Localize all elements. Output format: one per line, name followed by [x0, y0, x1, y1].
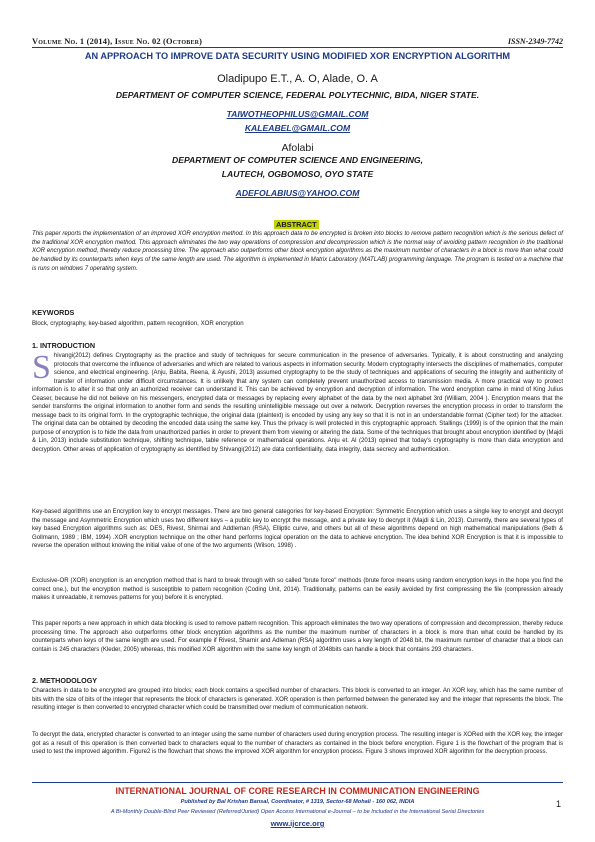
header-divider — [32, 47, 563, 48]
paper-title: AN APPROACH TO IMPROVE DATA SECURITY USING MODIFIED XOR ENCRYPTION ALGORITHM — [84, 51, 511, 61]
affiliation-2-line-2: LAUTECH, OGBOMOSO, OYO STATE — [221, 169, 374, 179]
abstract-text: This paper reports the implementation of an improved XOR encryption method. In this approach data to be encrypted is broken into blocks to remove pattern recognition which is the serious defect of the traditional XOR encryption method. This approach eliminates the two way operations of compression and decompression which is the normal way of avoiding pattern recognition in the traditional XOR encryption method, thereby reduce processing time. The approach also outperforms other block encryption algorithms as the maximum number of characters in a block is more than what could be handled by its counterparts when keys of the same length are used. The algorithm is implemented in Matrix Laboratory (MATLAB) programming language. The program is tested on a machine that is runs on windows 7 operating system. — [32, 231, 563, 272]
website-link[interactable]: www.ijcrce.org — [270, 819, 325, 828]
abstract-heading: ABSTRACT — [276, 220, 317, 229]
author-2: Afolabi — [281, 142, 314, 154]
affiliation-1: DEPARTMENT OF COMPUTER SCIENCE, FEDERAL POLYTECHNIC, BIDA, NIGER STATE. — [115, 90, 480, 100]
issn-label: ISSN-2349-7742 — [507, 37, 563, 46]
page-number: 1 — [555, 799, 561, 809]
journal-description: A Bi-Monthly Double-Blind Peer Reviewed (Referred/Juried) Open Access International e-Journal – to be Included in the International Serial Directories — [110, 809, 485, 815]
keywords-text: Block, cryptography, key-based algorithm, pattern recognition, XOR encryption — [32, 320, 244, 327]
section-introduction-heading: 1. INTRODUCTION — [32, 341, 96, 350]
email-link-3[interactable] — [0, 183, 595, 201]
journal-name: INTERNATIONAL JOURNAL OF CORE RESEARCH IN COMMUNICATION ENGINEERING — [115, 786, 480, 796]
section-methodology-heading: 2. METHODOLOGY — [32, 676, 98, 685]
drop-cap: S — [32, 349, 51, 386]
journal-issue-header: Volume No. 1 (2014), Issue No. 02 (October) — [32, 37, 203, 46]
publisher-line: Published by Bal Krishan Bansal, Coordinator, # 1319, Sector-68 Mohali - 160 062, INDIA — [180, 799, 415, 805]
author-list: Oladipupo E.T., A. O, Alade, O. A — [217, 73, 378, 85]
email-1[interactable]: TAIWOTHEOPHILUS@GMAIL.COM — [226, 109, 369, 119]
methodology-paragraph-1: Characters in data to be encrypted are grouped into blocks; each block contains a specified number of characters. This block is converted to an integer. An XOR key, which has the same number of bits with the size of bits of the integer that represents the block of characters is generated. XOR operation is then performed between the generated key and the integer that represents the block. The resulting integer is then converted to encrypted character which could be transmitted over medium of communication network. — [32, 688, 563, 712]
intro-paragraph-2: Key-based algorithms use an Encryption key to encrypt messages. There are two general categories for key-based Encryption: Symmetric Encryption which uses a single key to encrypt and decrypt the message and Asymmetric Encryption which uses two different keys – a public key to encrypt the message, and a private key to decrypt it (Majdi & Lin, 2013). Currently, there are several types of key based Encryption algorithms such as: DES, Rivest, Shirmai and Addleman (RSA), Elliptic curve, and others but all of these algorithms depend on high mathematical manipulations (Beth & Gollmann, 1989 ; IBM, 1994) .XOR encryption technique on the other hand performs logical operation on the data to achieve encryption. The idea behind XOR Encryption is that it is impossible to reverse the operation without knowing the initial value of one of the two arguments (Wilson, 1998) . — [32, 509, 563, 550]
methodology-paragraph-2: To decrypt the data, encrypted character is converted to an integer using the same number of characters used during encryption process. The resulting integer is XORed with the XOR key, the integer got as a result of this operation is then converted back to characters equal to the number of characters as contained in the block before encryption. Figure 1 is the flowchart of the program that is used to test the improved algorithm. Figure2 is the flowchart that shows the improved XOR algorithm for encryption process. Figure 3 shows improved XOR algorithm for the decryption process. — [32, 732, 563, 756]
affiliation-2-line-1: DEPARTMENT OF COMPUTER SCIENCE AND ENGINEERING, — [172, 155, 423, 165]
intro-paragraph-1-text: hivangi(2012) defines Cryptography as the practice and study of techniques for secure communication in the presence of adversaries. Typically, it is about constructing and analyzing protocols that overcome the influence of adversaries and which are related to various aspects in information security. Modern cryptography intersects the disciplines of mathematics, computer science, and electrical engineering. (Anju, Babita, Reena, & Ayushi, 2013) assumed cryptography to be the study of techniques and applications of securing the integrity and authenticity of transfer of information under difficult circumstances. It is unlikely that any system can completely prevent unauthorized access to transmission media. A more practical way to protect information is to alter it so that only an authorized receiver can understand it. This can be achieved by encryption and decryption of information. The word encryption came in mind of King Julius Ceaser, because he did not believe on his messengers, encrypted data or messages by replacing every alphabet of the data by the next alphabet 3rd (William, 2004 ). Encryption means that the sender transforms the original information to another form and sends the resulting unintelligible message out over a network. Decryption reverses the encryption process in order to transform the message back to its original form. In the cryptographic technique, the original data (plaintext) is encoded by using any key so that it is not in an understandable format (Cipher text) for the attacker. The original data can be obtained by decoding the encoded data using the same key. Thus the privacy is well protected in this cryptographic approach. Stallings (1999) is of the opinion that the main purpose of encryption is to hide the data from unauthorized parties in order to prevent them from viewing or altering the data. Some of the techniques that brought about encryption identified by (Majdi & Lin, 2013) include substitution technique, shifting technique, table reference or mathematical operations. Anju et. Al (2013) opined that today's cryptography is more than data encryption and decryption. Other areas of application of cryptography as identified by Shivangi(2012) are data confidentiality, data integrity, data secrecy and authentication. — [32, 353, 564, 454]
keywords-heading: KEYWORDS — [32, 308, 75, 317]
footer-divider — [32, 782, 563, 783]
intro-paragraph-3: Exclusive-OR (XOR) encryption is an encryption method that is hard to break through with so called "brute force" methods (brute force means using random encryption keys in the hope you find the correct one.), but the encryption method is susceptible to pattern recognition (Coding Unit, 2014). Traditionally, patterns can be easily avoided by first compressing the file (compression already makes it unreadable, it removes patterns for you) before it is encrypted. — [32, 578, 563, 602]
email-3[interactable]: ADEFOLABIUS@YAHOO.COM — [235, 188, 360, 198]
intro-paragraph-1 — [32, 349, 564, 455]
intro-paragraph-4: This paper reports a new approach in which data blocking is used to remove pattern recognition. This approach eliminates the two way operations of compression and decompression, thereby reduce processing time. The approach also outperforms other block encryption algorithms as the number the maximum number of characters in a block is more than what could be handled by its counterparts when keys of the same length are used. For example if Rivest, Sharnir and Adleman (RSA) algorithm uses a key length of 2048 bit, the maximum number of character that a block can contain is 245 characters (Kleder, 2005) whereas, this modified XOR algorithm with the same key length of 2048bits can handle a block that contains 293 characters. — [32, 621, 563, 653]
email-2[interactable]: KALEABEL@GMAIL.COM — [244, 123, 351, 133]
email-link-2[interactable] — [0, 118, 595, 136]
